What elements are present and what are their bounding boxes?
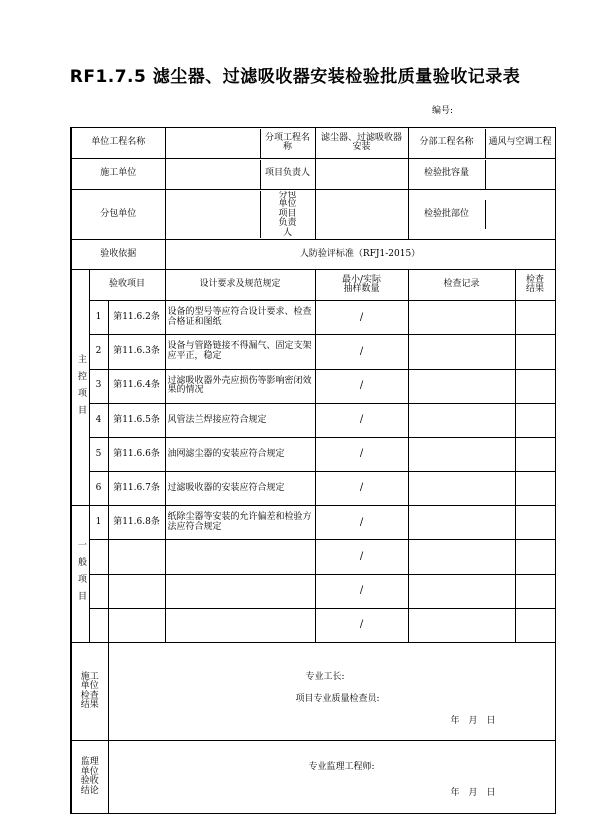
sub-item-label: 分项工程名称: [265, 132, 311, 153]
general-item-record[interactable]: [408, 574, 515, 608]
division-value[interactable]: 通风与空调工程: [488, 137, 552, 148]
supervisor-check-label: 监理单位验收结论: [71, 741, 108, 814]
inspector-label: 项目专业质量检查员:: [295, 693, 380, 704]
header-row-unit: [71, 128, 555, 159]
foreman-label: 专业工长:: [305, 671, 345, 682]
contractor-label: 施工单位: [71, 159, 165, 190]
main-item-clause: 第11.6.5条: [108, 403, 165, 437]
general-item-result[interactable]: [515, 608, 555, 642]
general-item-no: 1: [89, 506, 108, 540]
table-row: [71, 574, 555, 608]
table-row: [71, 608, 555, 642]
main-item-no: 2: [89, 335, 108, 369]
inspection-record-table: [70, 127, 556, 814]
general-item-no: [89, 608, 108, 642]
main-item-sampling[interactable]: /: [315, 301, 408, 335]
main-item-clause: 第11.6.7条: [108, 472, 165, 506]
contractor-check-label: 施工单位检查结果: [71, 642, 108, 740]
batch-location-value[interactable]: [485, 200, 555, 229]
col-result-header: 检查结果: [515, 270, 555, 301]
batch-capacity-value[interactable]: [485, 160, 555, 189]
contractor-date: 年 月 日: [450, 715, 496, 726]
unit-project-value[interactable]: [166, 129, 261, 158]
main-item-result[interactable]: [515, 403, 555, 437]
general-item-no: [89, 540, 108, 574]
general-item-sampling[interactable]: /: [315, 574, 408, 608]
general-item-requirement: 纸除尘器等安装的允许偏差和检验方法应符合规定: [165, 506, 315, 540]
general-item-clause: 第11.6.8条: [108, 506, 165, 540]
general-item-sampling[interactable]: /: [315, 608, 408, 642]
header-row-basis: [71, 240, 555, 270]
col-item-header: 验收项目: [89, 270, 165, 301]
col-requirement-header: 设计要求及规范规定: [165, 270, 315, 301]
main-item-clause: 第11.6.6条: [108, 437, 165, 471]
main-item-result[interactable]: [515, 437, 555, 471]
header-row-subcontractor: [71, 190, 555, 240]
sub-lead-value[interactable]: [315, 190, 408, 240]
general-item-record[interactable]: [408, 608, 515, 642]
main-item-no: 4: [89, 403, 108, 437]
main-item-result[interactable]: [515, 369, 555, 403]
batch-location-label: 检验批部位: [409, 200, 486, 229]
general-item-clause: [108, 608, 165, 642]
general-item-clause: [108, 574, 165, 608]
main-item-requirement: 过滤吸收器外壳应损伤等影响密闭效果的情况: [165, 369, 315, 403]
general-item-requirement: [165, 608, 315, 642]
supervisor-check-area[interactable]: [108, 741, 555, 814]
main-item-result[interactable]: [515, 301, 555, 335]
table-row: [71, 506, 555, 540]
basis-value: 人防验评标准（RFJ1-2015）: [165, 240, 555, 270]
main-item-no: 5: [89, 437, 108, 471]
sub-lead-label: 分包单位项目负责人: [278, 191, 297, 238]
main-item-clause: 第11.6.3条: [108, 335, 165, 369]
general-item-result[interactable]: [515, 506, 555, 540]
main-item-sampling[interactable]: /: [315, 335, 408, 369]
contractor-check-row: [71, 642, 555, 740]
table-row: [71, 369, 555, 403]
table-row: [71, 472, 555, 506]
doc-number-label: 编号:: [432, 106, 454, 116]
contractor-value[interactable]: [166, 160, 261, 189]
main-item-sampling[interactable]: /: [315, 369, 408, 403]
contractor-check-area[interactable]: [108, 642, 555, 740]
general-item-record[interactable]: [408, 506, 515, 540]
col-sampling-header: 最小/实际抽样数量: [315, 270, 408, 301]
general-item-requirement: [165, 540, 315, 574]
general-item-clause: [108, 540, 165, 574]
main-item-clause: 第11.6.2条: [108, 301, 165, 335]
general-item-sampling[interactable]: /: [315, 540, 408, 574]
main-item-no: 1: [89, 301, 108, 335]
main-item-record[interactable]: [408, 369, 515, 403]
project-lead-value[interactable]: [315, 159, 408, 190]
main-item-result[interactable]: [515, 335, 555, 369]
division-label: 分部工程名称: [409, 129, 486, 158]
unit-project-label: 单位工程名称: [71, 128, 165, 159]
table-row: [71, 437, 555, 471]
project-lead-label: 项目负责人: [265, 168, 311, 179]
main-item-clause: 第11.6.4条: [108, 369, 165, 403]
col-record-header: 检查记录: [408, 270, 515, 301]
batch-capacity-label: 检验批容量: [409, 160, 486, 189]
table-row: [71, 403, 555, 437]
main-item-no: 3: [89, 369, 108, 403]
main-item-sampling[interactable]: /: [315, 437, 408, 471]
main-item-sampling[interactable]: /: [315, 472, 408, 506]
main-item-record[interactable]: [408, 301, 515, 335]
general-item-requirement: [165, 574, 315, 608]
table-row: [71, 301, 555, 335]
subcontractor-label: 分包单位: [71, 190, 165, 240]
general-item-result[interactable]: [515, 574, 555, 608]
main-item-requirement: 设备的型号等应符合设计要求、检查合格证和图纸: [165, 301, 315, 335]
main-item-record[interactable]: [408, 437, 515, 471]
header-row-contractor: [71, 159, 555, 190]
main-item-requirement: 风管法兰焊接应符合规定: [165, 403, 315, 437]
supervisor-check-row: [71, 741, 555, 814]
subcontractor-value[interactable]: [166, 191, 261, 238]
main-item-record[interactable]: [408, 335, 515, 369]
main-item-sampling[interactable]: /: [315, 403, 408, 437]
general-item-result[interactable]: [515, 540, 555, 574]
general-item-no: [89, 574, 108, 608]
main-item-requirement: 设备与管路链接不得漏气、固定支架应平正，稳定: [165, 335, 315, 369]
main-section-label: 主控项目: [71, 270, 89, 506]
general-section-label: 一般项目: [71, 506, 89, 643]
main-item-record[interactable]: [408, 472, 515, 506]
column-header-row: [71, 270, 555, 301]
supervisor-date: 年 月 日: [450, 788, 496, 799]
main-item-requirement: 油网滤尘器的安装应符合规定: [165, 437, 315, 471]
main-item-record[interactable]: [408, 403, 515, 437]
table-row: [71, 540, 555, 574]
main-item-requirement: 过滤吸收器的安装应符合规定: [165, 472, 315, 506]
general-item-record[interactable]: [408, 540, 515, 574]
sub-item-value[interactable]: 滤尘器、过滤吸收器安装: [315, 128, 408, 159]
page-title: RF1.7.5 滤尘器、过滤吸收器安装检验批质量验收记录表: [69, 67, 521, 87]
main-item-no: 6: [89, 472, 108, 506]
supervisor-engineer-label: 专业监理工程师:: [308, 762, 375, 773]
general-item-sampling[interactable]: /: [315, 506, 408, 540]
main-item-result[interactable]: [515, 472, 555, 506]
basis-label: 验收依据: [71, 240, 165, 270]
table-row: [71, 335, 555, 369]
